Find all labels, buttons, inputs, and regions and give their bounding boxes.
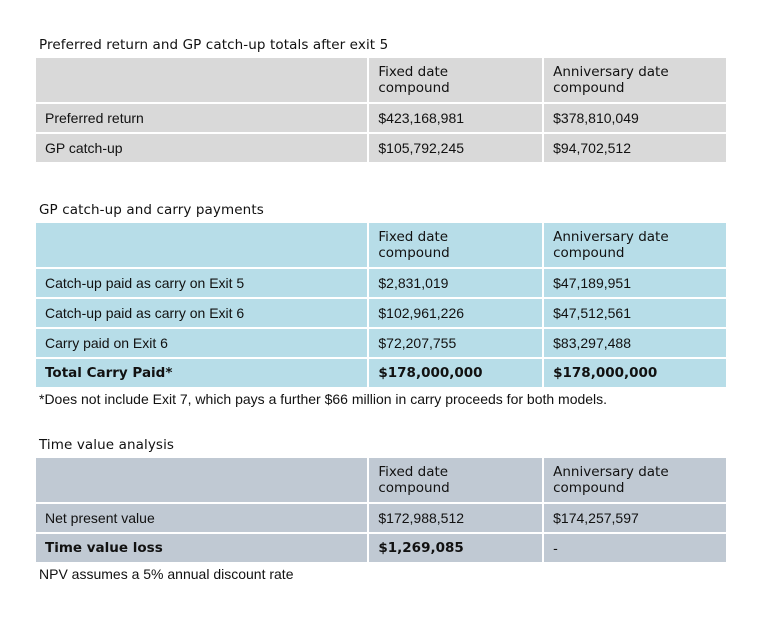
header-anniversary-date: Anniversary date compound (544, 458, 726, 502)
row-label: Net present value (36, 504, 367, 532)
total-fixed-value: $1,269,085 (369, 534, 542, 562)
table-row (36, 104, 726, 132)
section-title: Time value analysis (39, 437, 175, 453)
section-time-value (36, 434, 730, 582)
footnote: NPV assumes a 5% annual discount rate (39, 566, 294, 582)
total-row (36, 359, 726, 387)
table-row (36, 329, 726, 357)
header-anniversary-date: Anniversary date compound (544, 58, 726, 102)
anniversary-value: $94,702,512 (544, 134, 726, 162)
row-label: Catch-up paid as carry on Exit 5 (36, 269, 367, 297)
row-label: Carry paid on Exit 6 (36, 329, 367, 357)
anniversary-value: $47,189,951 (544, 269, 726, 297)
section-catchup-carry (36, 199, 730, 407)
header-cell-empty (36, 458, 367, 502)
footnote: *Does not include Exit 7, which pays a further $66 million in carry proceeds for both models. (39, 391, 608, 407)
fixed-value: $102,961,226 (369, 299, 542, 327)
table-row (36, 134, 726, 162)
section-title: Preferred return and GP catch-up totals after exit 5 (39, 37, 389, 53)
fixed-value: $423,168,981 (369, 104, 542, 132)
table-row (36, 269, 726, 297)
table-row (36, 504, 726, 532)
table-header-row (36, 58, 726, 102)
header-fixed-date: Fixed date compound (369, 58, 542, 102)
fixed-value: $105,792,245 (369, 134, 542, 162)
anniversary-value: $378,810,049 (544, 104, 726, 132)
total-anniversary-value: $178,000,000 (544, 359, 726, 387)
row-label: Catch-up paid as carry on Exit 6 (36, 299, 367, 327)
fixed-value: $2,831,019 (369, 269, 542, 297)
section-title: GP catch-up and carry payments (39, 202, 264, 218)
header-cell-empty (36, 58, 367, 102)
fixed-value: $172,988,512 (369, 504, 542, 532)
section-preferred-return (36, 34, 730, 164)
preferred-return-table (34, 56, 728, 164)
header-fixed-date: Fixed date compound (369, 223, 542, 267)
header-cell-empty (36, 223, 367, 267)
total-row (36, 534, 726, 562)
table-row (36, 299, 726, 327)
total-anniversary-value: - (544, 534, 726, 562)
anniversary-value: $174,257,597 (544, 504, 726, 532)
fixed-value: $72,207,755 (369, 329, 542, 357)
anniversary-value: $83,297,488 (544, 329, 726, 357)
row-label: GP catch-up (36, 134, 367, 162)
row-label: Preferred return (36, 104, 367, 132)
anniversary-value: $47,512,561 (544, 299, 726, 327)
total-fixed-value: $178,000,000 (369, 359, 542, 387)
header-anniversary-date: Anniversary date compound (544, 223, 726, 267)
table-header-row (36, 223, 726, 267)
total-label: Time value loss (36, 534, 367, 562)
time-value-table (34, 456, 728, 564)
header-fixed-date: Fixed date compound (369, 458, 542, 502)
total-label: Total Carry Paid* (36, 359, 367, 387)
table-header-row (36, 458, 726, 502)
catchup-carry-table (34, 221, 728, 389)
